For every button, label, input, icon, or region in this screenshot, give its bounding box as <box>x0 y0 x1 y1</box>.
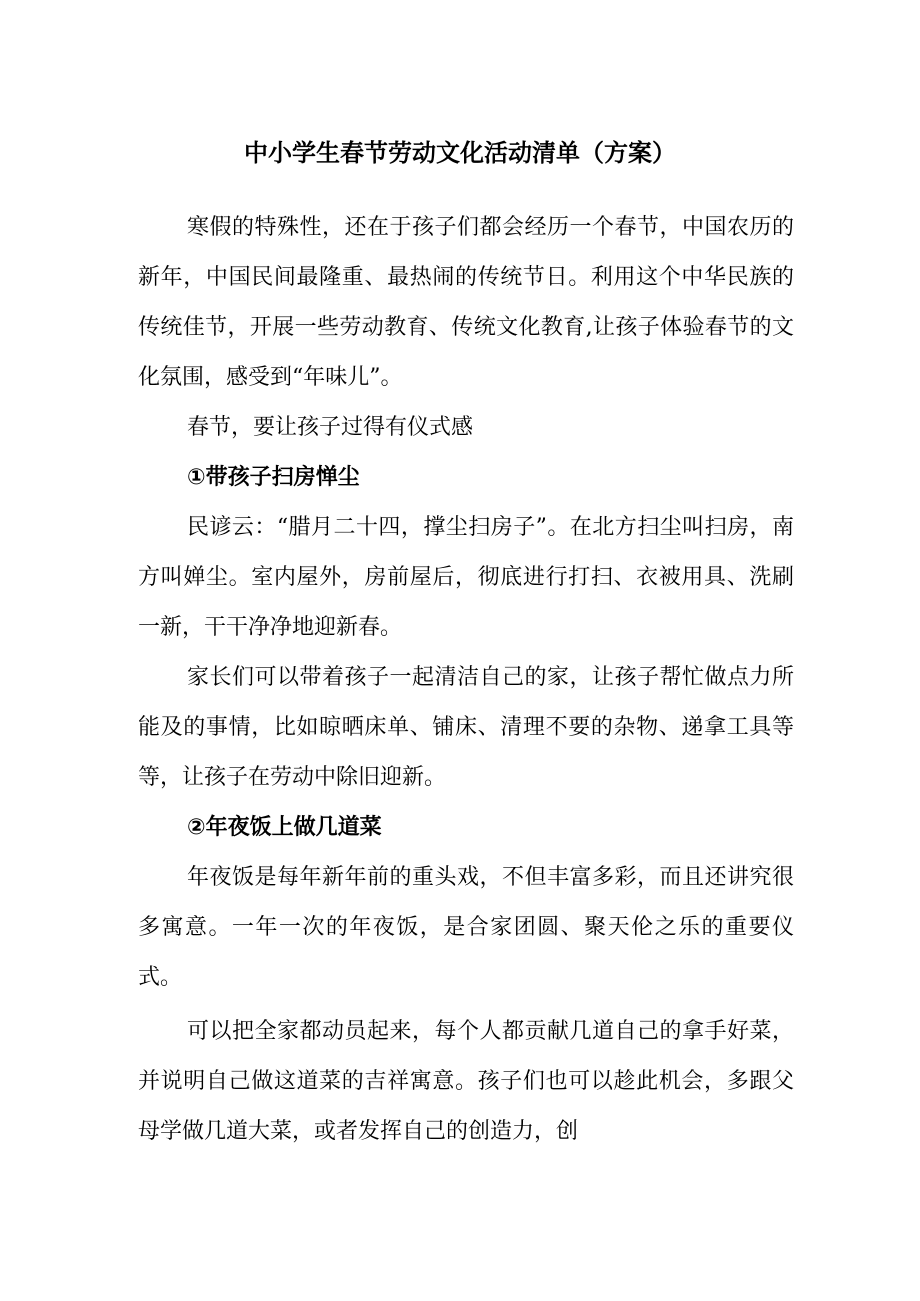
document-title: 中小学生春节劳动文化活动清单（方案） <box>244 139 676 167</box>
document-body <box>138 203 794 1157</box>
section-heading-cleaning: ①带孩子扫房惮尘 <box>187 465 360 490</box>
paragraph-dinner-intro: 年夜饭是每年新年前的重头戏，不但丰富多彩，而且还讲究很多寓意。一年一次的年夜饭，是合家团圆、聚天伦之乐的重要仪式。 <box>138 865 794 990</box>
paragraph-subtitle: 春节，要让孩子过得有仪式感 <box>187 415 474 440</box>
paragraph-dinner-advice: 可以把全家都动员起来，每个人都贡献几道自己的拿手好菜，并说明自己做这道菜的吉祥寓意。孩子们也可以趁此机会，多跟父母学做几道大菜，或者发挥自己的创造力，创 <box>138 1019 794 1144</box>
paragraph-cleaning-proverb: 民谚云：“腊月二十四，撑尘扫房子”。在北方扫尘叫扫房，南方叫婵尘。室内屋外，房前屋后，彻底进行打扫、衣被用具、洗刷一新，干干净净地迎新春。 <box>138 515 794 640</box>
paragraph-cleaning-advice: 家长们可以带着孩子一起清洁自己的家，让孩子帮忙做点力所能及的事情，比如晾晒床单、铺床、清理不要的杂物、递拿工具等等，让孩子在劳动中除旧迎新。 <box>138 665 794 790</box>
section-heading-dinner: ②年夜饭上做几道菜 <box>187 815 382 840</box>
paragraph-intro: 寒假的特殊性，还在于孩子们都会经历一个春节，中国农历的新年，中国民间最隆重、最热闹的传统节日。利用这个中华民族的传统佳节，开展一些劳动教育、传统文化教育,让孩子体验春节的文化氛围，感受到“年味儿”。 <box>138 215 794 390</box>
